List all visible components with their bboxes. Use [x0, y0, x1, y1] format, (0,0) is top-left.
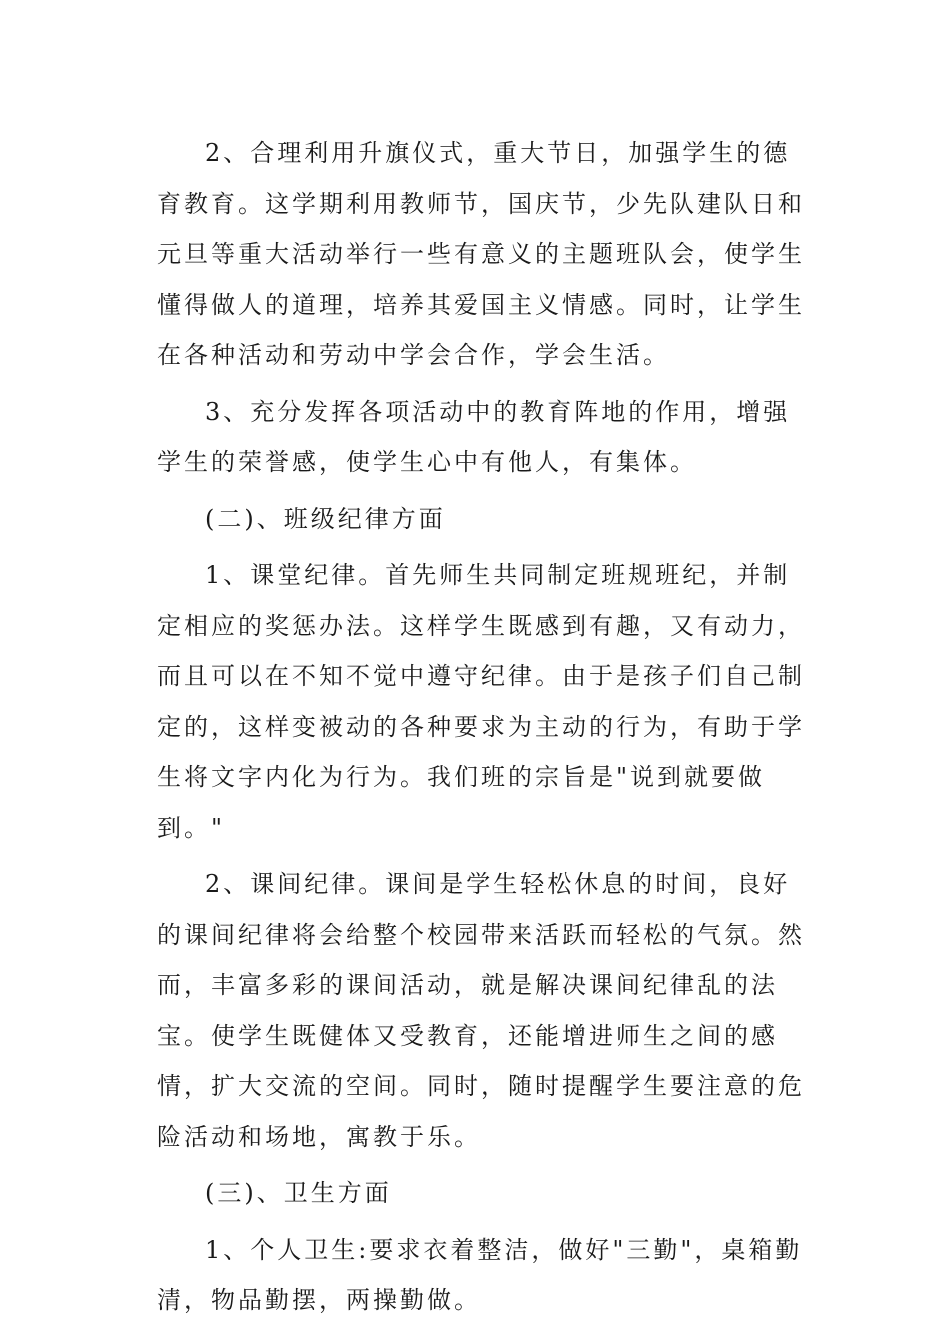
paragraph-classroom-discipline: 1、课堂纪律。首先师生共同制定班规班纪，并制定相应的奖惩办法。这样学生既感到有趣，又有动力，而且可以在不知不觉中遵守纪律。由于是孩子们自己制定的，这样变被动的各种要求为主动的行为，有助于学生将文字内化为行为。我们班的宗旨是"说到就要做到。": [157, 561, 805, 842]
paragraph-recess-discipline: 2、课间纪律。课间是学生轻松休息的时间，良好的课间纪律将会给整个校园带来活跃而轻松的气氛。然而，丰富多彩的课间活动，就是解决课间纪律乱的法宝。使学生既健体又受教育，还能增进师生之间的感情，扩大交流的空间。同时，随时提醒学生要注意的危险活动和场地，寓教于乐。: [157, 870, 805, 1151]
paragraph-moral-education-festivals: 2、合理利用升旗仪式，重大节日，加强学生的德育教育。这学期利用教师节，国庆节，少先队建队日和元旦等重大活动举行一些有意义的主题班队会，使学生懂得做人的道理，培养其爱国主义情感。同时，让学生在各种活动和劳动中学会合作，学会生活。: [157, 139, 805, 369]
section-heading-class-discipline: (二)、班级纪律方面: [205, 504, 446, 533]
paragraph-personal-hygiene: 1、个人卫生:要求衣着整洁，做好"三勤"，桌箱勤清，物品勤摆，两操勤做。: [157, 1235, 803, 1314]
document-body: [157, 128, 817, 1332]
paragraph-activity-positions: 3、充分发挥各项活动中的教育阵地的作用，增强学生的荣誉感，使学生心中有他人，有集体。: [157, 397, 791, 476]
section-heading-hygiene: (三)、卫生方面: [205, 1179, 392, 1207]
